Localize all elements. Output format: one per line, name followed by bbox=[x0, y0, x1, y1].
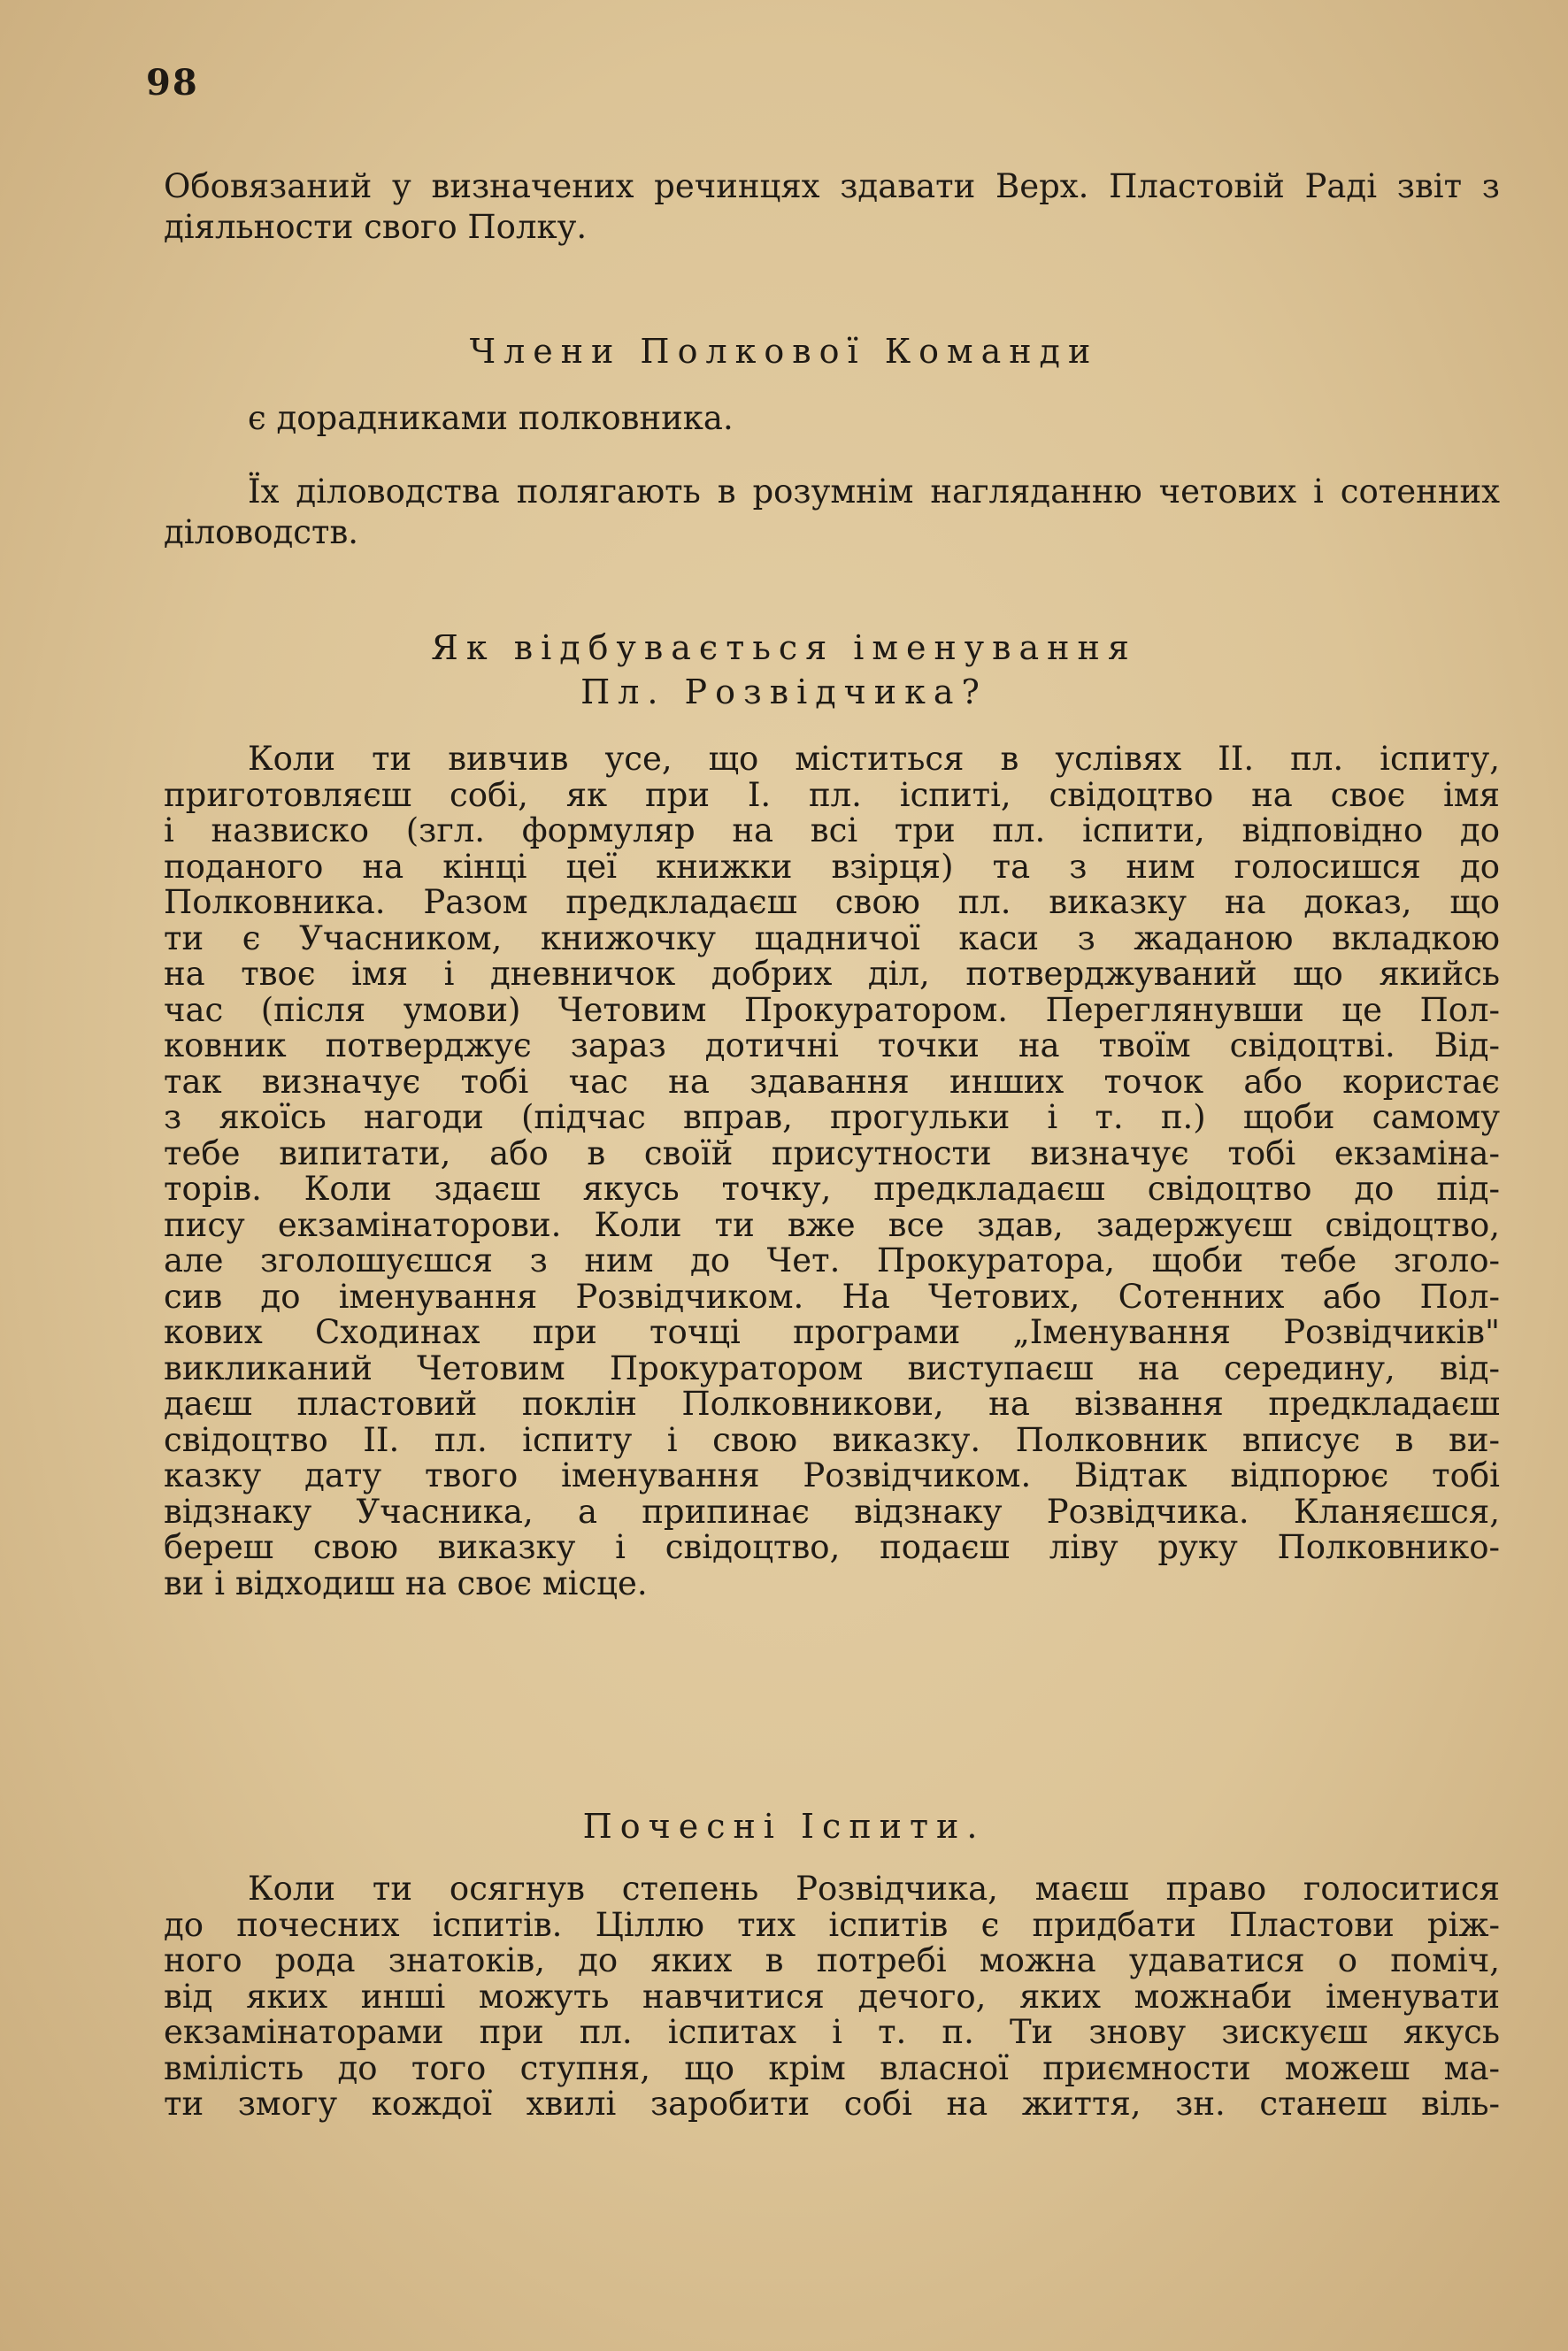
paragraph-naming-procedure bbox=[164, 741, 1500, 1602]
text-line: але зголошуєшся з ним до Чет. Прокуратора, щоби тебе зголо- bbox=[164, 1241, 1500, 1279]
text-line: ного рода знатоків, до яких в потребі можна удаватися о поміч, bbox=[164, 1941, 1500, 1979]
text-line: Коли ти вивчив усе, що міститься в услівях II. пл. іспиту, bbox=[248, 740, 1500, 778]
paragraph-duties: Їх діловодства полягають в розумнім нагляданню четових і сотенних діловодств. bbox=[164, 473, 1500, 551]
text-line: викликаний Четовим Прокуратором виступаєш на середину, від- bbox=[164, 1348, 1500, 1387]
text-line: тебе випитати, або в своїй присутности визначує тобі екзаміна- bbox=[164, 1133, 1500, 1172]
text-line: відзнаку Учасника, а припинає відзнаку Розвідчика. Кланяєшся, bbox=[164, 1492, 1500, 1531]
text-line: ти є Учасником, книжочку щадничої каси з жаданою вкладкою bbox=[164, 918, 1500, 957]
text-line: Коли ти осягнув степень Розвідчика, маєш право голоситися bbox=[248, 1870, 1500, 1908]
text-line: казку дату твого іменування Розвідчиком. Відтак відпорює тобі bbox=[164, 1456, 1500, 1494]
text-line: кових Сходинах при точці програми „Іменування Розвідчиків" bbox=[164, 1313, 1500, 1351]
text-line: від яких инші можуть навчитися дечого, яких можнаби іменувати bbox=[164, 1977, 1500, 2016]
text-line: на твоє імя і дневничок добрих діл, потверджуваний що якийсь bbox=[164, 955, 1500, 993]
text-line: береш свою виказку і свідоцтво, подаєш ліву руку Полковнико- bbox=[164, 1528, 1500, 1566]
text-line: з якоїсь нагоди (підчас вправ, прогульки і т. п.) щоби самому bbox=[164, 1098, 1500, 1136]
text-line: торів. Коли здаєш якусь точку, предкладаєш свідоцтво до під- bbox=[164, 1170, 1500, 1208]
text-line: приготовляєш собі, як при I. пл. іспиті, свідоцтво на своє імя bbox=[164, 775, 1500, 814]
text-line: і назвиско (згл. формуляр на всі три пл. іспити, відповідно до bbox=[164, 811, 1500, 849]
text-line: поданого на кінці цеї книжки взірця) та з ним голосишся до bbox=[164, 847, 1500, 886]
heading-command-members: Члени Полкової Команди bbox=[469, 332, 1099, 371]
text-line: свідоцтво II. пл. іспиту і свою виказку. Полковник вписує в ви- bbox=[164, 1420, 1500, 1459]
text-line: ти змогу кождої хвилі заробити собі на життя, зн. станеш віль- bbox=[164, 2085, 1500, 2123]
text-line: пису екзамінаторови. Коли ти вже все здав, задержуєш свідоцтво, bbox=[164, 1205, 1500, 1244]
text-line: ви і відходиш на своє місце. bbox=[164, 1563, 648, 1602]
paragraph-honorary-exams bbox=[164, 1871, 1500, 2123]
text-line: вмілість до того ступня, що крім власної приємности можеш ма- bbox=[164, 2048, 1500, 2087]
paragraph-advisors: є дорадниками полковника. bbox=[248, 399, 734, 437]
paragraph-obligation: Обовязаний у визначених речинцях здавати Верх. Пластовій Раді звіт з діяльности свого Полку. bbox=[164, 167, 1500, 246]
page-number: 98 bbox=[146, 62, 199, 104]
text-line: Полковника. Разом предкладаєш свою пл. виказку на доказ, що bbox=[164, 883, 1500, 921]
text-line: сив до іменування Розвідчиком. На Четових, Сотенних або Пол- bbox=[164, 1277, 1500, 1316]
text-line: до почесних іспитів. Ціллю тих іспитів є придбати Пластови ріж- bbox=[164, 1905, 1500, 1944]
heading-naming-title-line2: Пл. Розвідчика? bbox=[580, 672, 988, 711]
text-line: час (після умови) Четовим Прокуратором. Переглянувши це Пол- bbox=[164, 990, 1500, 1029]
text-line: так визначує тобі час на здавання инших точок або користає bbox=[164, 1062, 1500, 1101]
text-line: ковник потверджує зараз дотичні точки на твоїм свідоцтві. Від- bbox=[164, 1026, 1500, 1064]
text-line: даєш пластовий поклін Полковникови, на візвання предкладаєш bbox=[164, 1385, 1500, 1423]
heading-naming-title-line1: Як відбувається іменування bbox=[431, 628, 1137, 667]
text-line: екзамінаторами при пл. іспитах і т. п. Ти знову зискуєш якусь bbox=[164, 2013, 1500, 2051]
heading-honorary-exams: Почесні Іспити. bbox=[582, 1807, 986, 1846]
